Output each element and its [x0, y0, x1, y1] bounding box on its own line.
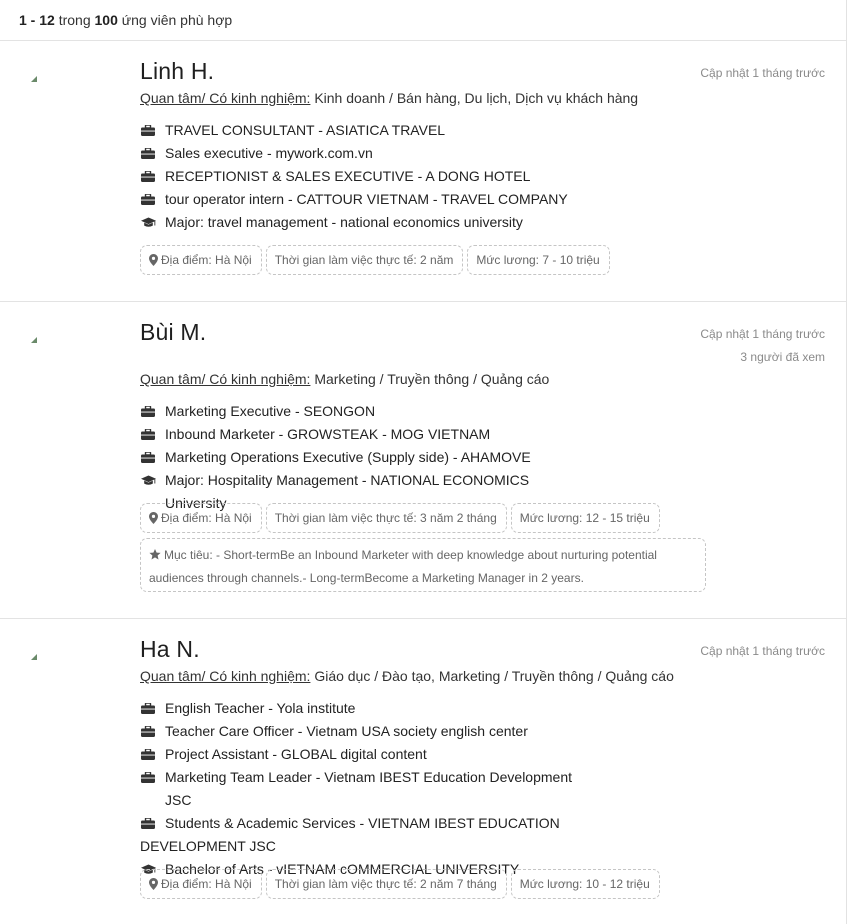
experience-item — [140, 400, 580, 423]
candidate-name[interactable]: Bùi M. — [140, 319, 207, 345]
candidate-interest — [140, 668, 674, 684]
results-count — [0, 0, 846, 41]
experience-text: Marketing Team Leader - Vietnam IBEST Education Development JSC — [165, 769, 572, 808]
experience-tag — [266, 869, 507, 899]
broken-image-icon[interactable] — [31, 337, 37, 343]
experience-item — [140, 119, 580, 142]
education-text: Major: Hospitality Management - NATIONAL ECONOMICS University — [165, 472, 530, 511]
salary-value: 12 - 15 triệu — [585, 511, 650, 525]
candidate-interest — [140, 90, 638, 106]
experience-prefix: Thời gian làm việc thực tế: — [274, 877, 417, 891]
results-range: 1 - 12 — [19, 12, 55, 28]
experience-prefix: Thời gian làm việc thực tế: — [274, 511, 417, 525]
experience-prefix: Thời gian làm việc thực tế: — [274, 253, 417, 267]
salary-value: 10 - 12 triệu — [585, 877, 650, 891]
interest-label: Quan tâm/ Có kinh nghiệm: — [140, 668, 311, 684]
salary-tag — [467, 245, 609, 275]
experience-value: 3 năm 2 tháng — [420, 511, 497, 525]
interest-value: Marketing / Truyền thông / Quảng cáo — [314, 371, 550, 387]
results-total: 100 — [94, 12, 118, 28]
experience-item — [140, 720, 580, 743]
candidate-tags — [140, 869, 660, 899]
briefcase-icon — [141, 749, 155, 760]
updated-time: Cập nhật 1 tháng trước — [700, 644, 825, 658]
experience-item — [140, 446, 580, 469]
map-marker-icon — [149, 878, 158, 890]
location-tag — [140, 245, 262, 275]
location-value: Hà Nội — [215, 511, 252, 525]
graduation-cap-icon — [141, 475, 155, 486]
briefcase-icon — [141, 148, 155, 159]
goal-box — [140, 538, 706, 592]
updated-time: Cập nhật 1 tháng trước — [700, 66, 825, 80]
candidate-tags — [140, 503, 660, 533]
education-text: Major: travel management - national economics university — [165, 214, 523, 230]
location-tag — [140, 869, 262, 899]
briefcase-icon — [141, 194, 155, 205]
experience-text: Project Assistant - GLOBAL digital content — [165, 746, 427, 762]
interest-label: Quan tâm/ Có kinh nghiệm: — [140, 371, 311, 387]
briefcase-icon — [141, 726, 155, 737]
location-prefix: Địa điểm: — [161, 253, 212, 267]
experience-list — [140, 697, 580, 881]
salary-value: 7 - 10 triệu — [542, 253, 600, 267]
candidate-card[interactable] — [0, 619, 846, 924]
salary-tag — [511, 503, 660, 533]
candidate-tags — [140, 245, 610, 275]
briefcase-icon — [141, 125, 155, 136]
experience-list — [140, 400, 580, 515]
candidate-interest — [140, 371, 549, 387]
experience-tag — [266, 245, 464, 275]
experience-item — [140, 142, 580, 165]
goal-text: - Short-termBe an Inbound Marketer with deep knowledge about nurturing potential audiences through channels.- Long-termBecome a Marketing Manager in 2 years. — [149, 548, 657, 585]
candidate-name[interactable]: Ha N. — [140, 636, 200, 662]
location-prefix: Địa điểm: — [161, 511, 212, 525]
experience-text: Inbound Marketer - GROWSTEAK - MOG VIETNAM — [165, 426, 491, 442]
experience-item — [140, 188, 580, 211]
updated-time: Cập nhật 1 tháng trước — [700, 327, 825, 341]
broken-image-icon[interactable] — [31, 76, 37, 82]
interest-value: Giáo dục / Đào tạo, Marketing / Truyền thông / Quảng cáo — [314, 668, 674, 684]
experience-item — [140, 812, 580, 858]
view-count: 3 người đã xem — [740, 350, 825, 364]
salary-prefix: Mức lương: — [476, 253, 540, 267]
results-trong: trong — [58, 12, 91, 28]
experience-text: Marketing Executive - SEONGON — [165, 403, 376, 419]
experience-value: 2 năm — [420, 253, 454, 267]
experience-text: TRAVEL CONSULTANT - ASIATICA TRAVEL — [165, 122, 446, 138]
candidate-card[interactable] — [0, 41, 846, 302]
briefcase-icon — [141, 772, 155, 783]
briefcase-icon — [141, 406, 155, 417]
candidate-card[interactable] — [0, 302, 846, 619]
map-marker-icon — [149, 254, 158, 266]
interest-value: Kinh doanh / Bán hàng, Du lịch, Dịch vụ khách hàng — [314, 90, 639, 106]
experience-text: Marketing Operations Executive (Supply side) - AHAMOVE — [165, 449, 531, 465]
goal-prefix: Mục tiêu: — [164, 548, 213, 562]
salary-prefix: Mức lương: — [519, 511, 583, 525]
experience-item — [140, 697, 580, 720]
experience-list — [140, 119, 580, 234]
education-item — [140, 211, 580, 234]
experience-text: tour operator intern - CATTOUR VIETNAM - TRAVEL COMPANY — [165, 191, 568, 207]
interest-label: Quan tâm/ Có kinh nghiệm: — [140, 90, 311, 106]
experience-text: Students & Academic Services - VIETNAM IBEST EDUCATION DEVELOPMENT JSC — [140, 815, 560, 854]
experience-value: 2 năm 7 tháng — [420, 877, 497, 891]
experience-text: RECEPTIONIST & SALES EXECUTIVE - A DONG HOTEL — [165, 168, 531, 184]
briefcase-icon — [141, 703, 155, 714]
star-icon — [149, 549, 161, 560]
graduation-cap-icon — [141, 217, 155, 228]
broken-image-icon[interactable] — [31, 654, 37, 660]
experience-item — [140, 165, 580, 188]
briefcase-icon — [141, 818, 155, 829]
location-value: Hà Nội — [215, 877, 252, 891]
experience-text: Sales executive - mywork.com.vn — [165, 145, 373, 161]
experience-text: English Teacher - Yola institute — [165, 700, 356, 716]
results-suffix: ứng viên phù hợp — [121, 12, 233, 28]
location-prefix: Địa điểm: — [161, 877, 212, 891]
experience-item — [140, 423, 580, 446]
education-text: Bachelor of Arts - vIETNAM cOMMERCIAL UNIVERSITY — [165, 861, 520, 877]
salary-tag — [511, 869, 660, 899]
briefcase-icon — [141, 452, 155, 463]
location-value: Hà Nội — [215, 253, 252, 267]
experience-tag — [266, 503, 507, 533]
experience-text: Teacher Care Officer - Vietnam USA society english center — [165, 723, 528, 739]
location-tag — [140, 503, 262, 533]
candidate-name[interactable]: Linh H. — [140, 58, 215, 84]
experience-item — [140, 766, 580, 812]
briefcase-icon — [141, 429, 155, 440]
briefcase-icon — [141, 171, 155, 182]
map-marker-icon — [149, 512, 158, 524]
salary-prefix: Mức lương: — [519, 877, 583, 891]
experience-item — [140, 743, 580, 766]
